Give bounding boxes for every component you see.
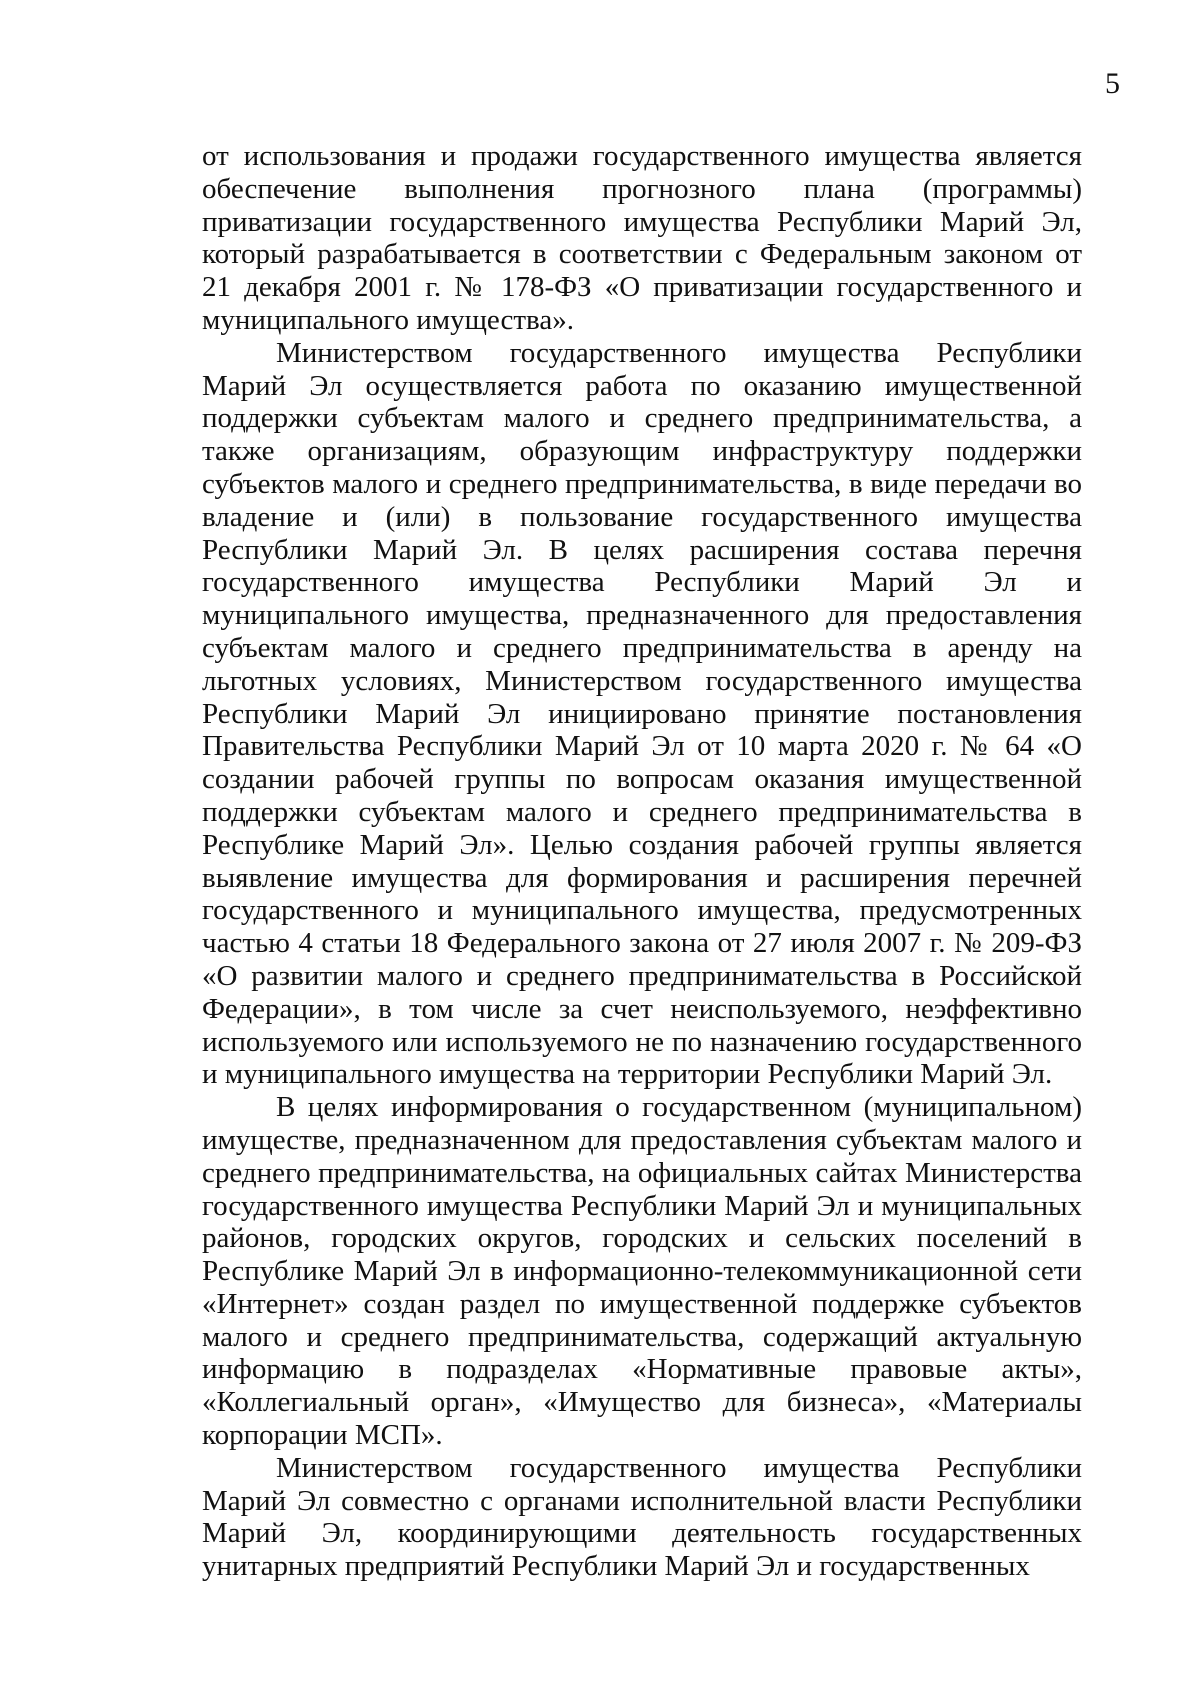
page-number: 5 xyxy=(1105,67,1120,100)
paragraph-ministry-cooperation: Министерством государственного имущества Республики Марий Эл совместно с органами исполнительной власти Республики Марий Эл, координирующими деятельность государственных унитарных предприятий Республики Марий Эл и государственных xyxy=(202,1451,1082,1583)
paragraph-privatization-plan: от использования и продажи государственного имущества является обеспечение выполнения прогнозного плана (программы) приватизации государственного имущества Республики Марий Эл, который разрабатывается в соответствии с Федеральным законом от 21 декабря 2001 г. № 178-ФЗ «О приватизации государственного и муниципального имущества». xyxy=(202,140,1082,336)
paragraph-information-websites: В целях информирования о государственном (муниципальном) имуществе, предназначенном для предоставления субъектам малого и среднего предпринимательства, на официальных сайтах Министерства государственного имущества Республики Марий Эл и муниципальных районов, городских округов, городских и сельских поселений в Республике Марий Эл в информационно-телекоммуникационной сети «Интернет» создан раздел по имущественной поддержке субъектов малого и среднего предпринимательства, содержащий актуальную информацию в подразделах «Нормативные правовые акты», «Коллегиальный орган», «Имущество для бизнеса», «Материалы корпорации МСП». xyxy=(202,1091,1082,1452)
document-body xyxy=(202,140,1082,1583)
paragraph-property-support: Министерством государственного имущества Республики Марий Эл осуществляется работа по оказанию имущественной поддержки субъектам малого и среднего предпринимательства, а также организациям, образующим инфраструктуру поддержки субъектов малого и среднего предпринимательства, в виде передачи во владение и (или) в пользование государственного имущества Республики Марий Эл. В целях расширения состава перечня государственного имущества Республики Марий Эл и муниципального имущества, предназначенного для предоставления субъектам малого и среднего предпринимательства в аренду на льготных условиях, Министерством государственного имущества Республики Марий Эл инициировано принятие постановления Правительства Республики Марий Эл от 10 марта 2020 г. № 64 «О создании рабочей группы по вопросам оказания имущественной поддержки субъектам малого и среднего предпринимательства в Республике Марий Эл». Целью создания рабочей группы является выявление имущества для формирования и расширения перечней государственного и муниципального имущества, предусмотренных частью 4 статьи 18 Федерального закона от 27 июля 2007 г. № 209-ФЗ «О развитии малого и среднего предпринимательства в Российской Федерации», в том числе за счет неиспользуемого, неэффективно используемого или используемого не по назначению государственного и муниципального имущества на территории Республики Марий Эл. xyxy=(202,336,1082,1091)
